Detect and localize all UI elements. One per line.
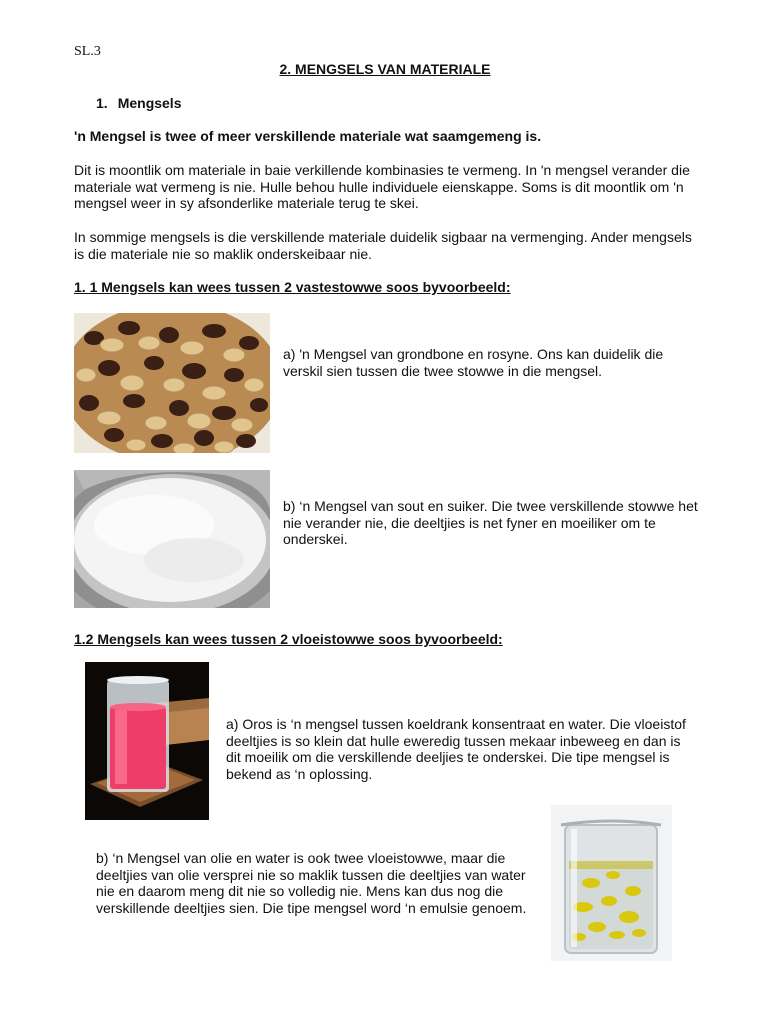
- section-heading-text: Mengsels: [117, 95, 182, 111]
- visibility-paragraph: In sommige mengsels is die verskillende materiale duidelik sigbaar na vermenging. Ander mengsels is die materiale nie so maklik onderskeibaar nie.: [74, 229, 692, 262]
- peanuts-raisins-photo: [74, 313, 270, 453]
- solids-example-a: a) 'n Mengsel van grondbone en rosyne. Ons kan duidelik die verskil sien tussen die twee stowwe in die mengsel.: [283, 346, 664, 379]
- liquids-example-b: b) ‘n Mengsel van olie en water is ook twee vloeistowwe, maar die deeltjies van olie versprei nie so maklik tussen die deeltjies van water nie en daarom meng dit nie so volledig nie. Mens kan dus nog die verskillende deeltjies sien. Die tipe mengsel word ‘n emulsie genoem.: [96, 850, 527, 916]
- oil-water-beaker-photo: [551, 805, 672, 961]
- liquids-example-a: a) Oros is ‘n mengsel tussen koeldrank konsentraat en water. Die vloeistof deeltjies is so klein dat hulle eweredig tussen mekaar inbeweeg en dan is dit moeilik om die verskillende deeljies te onderskei. Die tipe mengsel is bekend as ‘n oplossing.: [226, 716, 686, 782]
- liquids-heading: 1.2 Mengsels kan wees tussen 2 vloeistowwe soos byvoorbeeld:: [74, 631, 503, 647]
- intro-paragraph: Dit is moontlik om materiale in baie verkillende kombinasies te vermeng. In 'n mengsel verander die materiale wat vermeng is nie. Hulle behou hulle individuele eienskappe. Soms is dit moontlik om 'n mengsel weer in sy afsonderlike materiale terug te skei.: [74, 162, 690, 211]
- salt-sugar-photo: [74, 470, 270, 608]
- oros-drink-photo: [85, 662, 209, 820]
- solids-example-b: b) ‘n Mengsel van sout en suiker. Die twee verskillende stowwe het nie verander nie, die deeltjies is net fyner en moeiliker om te onderskei.: [283, 498, 698, 547]
- section-number: 1.: [96, 95, 108, 111]
- section-heading: [96, 95, 182, 111]
- definition-text: 'n Mengsel is twee of meer verskillende materiale wat saamgemeng is.: [74, 128, 542, 144]
- solids-heading: 1. 1 Mengsels kan wees tussen 2 vastestowwe soos byvoorbeeld:: [74, 279, 511, 295]
- page-reference: SL.3: [74, 44, 101, 59]
- page-title: 2. MENGSELS VAN MATERIALE: [279, 61, 491, 77]
